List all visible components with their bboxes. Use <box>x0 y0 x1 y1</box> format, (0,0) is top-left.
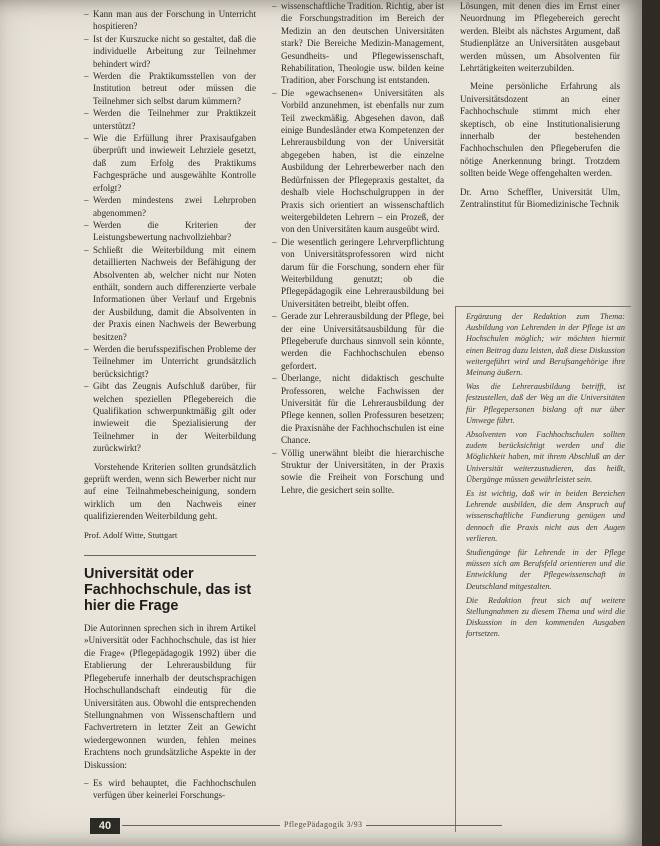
list-item: – Wie die Erfüllung ihrer Praxisaufgaben überprüft und inwieweit Lehrziele gesetzt, daß zum Erfolg des Praktikums Fachgespräche und ausgewählte Kontrolle erfolgt? <box>84 132 256 194</box>
list-item: – Es wird behauptet, die Fachhochschulen verfügen über keinerlei Forschungs- <box>84 777 256 802</box>
editorial-note-paragraph: Studiengänge für Lehrende in der Pflege müssen sich am Berufsfeld orientieren und die Entwicklung der Pflegewissenschaft in Deutschland mitgestalten. <box>466 548 625 591</box>
list-item: – Ist der Kurszucke nicht so gestaltet, daß die individuelle Arbeitung zur Teilnehmer behindert wird? <box>84 33 256 70</box>
right-paragraph-2: Meine persönliche Erfahrung als Universitätsdozent an einer Fachhochschule stimmt mich eher skeptisch, ob eine Institutionalisierung innerhalb der bestehenden Fachhochschulen den Pflegeberufen die nötige Anerkennung bringt. Trotzdem sollten beide Wege offengehalten werden. <box>460 81 620 179</box>
list-item: – Gibt das Zeugnis Aufschluß darüber, für welchen speziellen Pflegebereich die Qualifikation schwerpunktmäßig gilt oder inwieweit die Spezialisierung der Teilnehmer in der Weiterbildung zurückwirkt? <box>84 380 256 454</box>
author-credit: Prof. Adolf Witte, Stuttgart <box>84 529 178 540</box>
article-intro: Die Autorinnen sprechen sich in ihrem Artikel »Universität oder Fachhochschule, das ist hier die Frage« (Pflegepädagogik 1992) über die Etablierung der Lehrerausbildung für Pflegeberufe innerhalb der deutschsprachigen Hochschullandschaft eindeutig für die Universitäten aus. Obwohl die entsprechenden Stellungnahmen von Wissenschaftlern und Fachvertretern in letzter Zeit an Gewicht wiedergewonnen wurden, fehlen meines Erachtens noch grundsätzliche Aspekte in der Diskussion: <box>84 623 256 770</box>
criteria-list <box>84 8 256 455</box>
list-item: – Gerade zur Lehrerausbildung der Pflege, bei der eine Universitätsausbildung für die Pflegeberufe durchaus sinnvoll sein könnte, werden die Fachhochschulen ebenso gefordert. <box>272 310 444 372</box>
list-item: – Werden die berufsspezifischen Probleme der Teilnehmer im Unterricht grundsätzlich berücksichtigt? <box>84 343 256 380</box>
list-item: – Kann man aus der Forschung in Unterricht hospitieren? <box>84 8 256 33</box>
column-right <box>460 0 620 217</box>
author-credit-2: Dr. Arno Scheffler, Universität Ulm, Zentralinstitut für Biomedizinische Technik <box>460 186 620 210</box>
section-divider <box>84 555 256 556</box>
editorial-note-paragraph: Absolventen von Fachhochschulen sollten zudem berücksichtigt werden und die Möglichkeit haben, mit ihrem Abschluß an der Universität weiterzustudieren, das heißt, Übergänge müssen gewährleistet sein. <box>466 430 625 484</box>
editorial-note-box <box>455 306 631 832</box>
list-item: – Überlange, nicht didaktisch geschulte Professoren, welche Fachwissen der Universität für die Lehrerausbildung der Pflege kennen, sollen Professuren besetzen; die Praxisnähe der Fachhochschulen ist eine Chance. <box>272 372 444 446</box>
list-item: – Völlig unerwähnt bleibt die hierarchische Struktur der Universitäten, in der Praxis sowie die Freiheit von Forschung und Lehre, die gesichert sein sollte. <box>272 447 444 497</box>
right-paragraph-1: Lösungen, mit denen dies im Ernst einer Neuordnung im Pflegebereich gerecht werden. Bleibt als nächstes Argument, daß Studienplätze an Universitäten ausgebaut werden müssen, um Absolventen für Lehrtätigkeiten weiterzubilden. <box>460 1 620 74</box>
list-item: – Schließt die Weiterbildung mit einem detaillierten Nachweis der Befähigung der Absolventen ab, welcher nicht nur Noten enthält, sondern auch differenzierte verbale Informationen über Verlauf und Ergebnis der Ausbildung, damit die Absolventen in der Praxis einen Nachweis der Bewerbung besitzen? <box>84 244 256 343</box>
list-item: – Werden die Kriterien der Leistungsbewertung nachvollziehbar? <box>84 219 256 244</box>
page-footer <box>90 818 510 834</box>
column-left <box>84 8 256 802</box>
list-item: – Die »gewachsenen« Universitäten als Vorbild anzunehmen, ist ebenfalls nur zum Teil zweckmäßig. Abgesehen davon, daß einige Bundesländer etwa Kompetenzen der Lehrerausbildung von der Universität abgegeben haben, ist die einzelne Ausbildung der Lehrerbewerber nach den Bedürfnissen der Pflegepraxis gestaltet, da deshalb viele Hochschulgruppen in der Praxis sich orientiert an wissenschaftlich weitergebildeten Lehrern – ein Prozeß, der von den Universitäten kaum ausgeübt wird. <box>272 87 444 236</box>
journal-name: PflegePädagogik 3/93 <box>280 820 366 829</box>
editorial-note-paragraph: Ergänzung der Redaktion zum Thema: Ausbildung von Lehrenden in der Pflege ist an Hochschulen möglich; wir möchten hiermit einen Beitrag dazu leisten, daß diese Diskussion weitergeführt wird und Berufsangehörige ihre Meinung äußern. <box>466 312 625 378</box>
editorial-note-paragraph: Es ist wichtig, daß wir in beiden Bereichen Lehrende ausbilden, die dem Anspruch auf wissenschaftliche Fundierung genügen und dennoch die Praxis nicht aus den Augen verlieren. <box>466 489 625 543</box>
list-item: – Werden die Teilnehmer zur Praktikzeit unterstützt? <box>84 107 256 132</box>
list-item: – Werden mindestens zwei Lehrproben abgenommen? <box>84 194 256 219</box>
closing-paragraph: Vorstehende Kriterien sollten grundsätzlich geprüft werden, wenn sich Bewerber nicht nur auf eine Teilnahmebescheinigung, sondern wirklich um den Nachweis einer qualifizierenden Weiterbildung geht. <box>84 461 256 522</box>
list-item: – Werden die Praktikumsstellen von der Institution betreut oder müssen die Teilnehmer sich selbst darum kümmern? <box>84 70 256 107</box>
list-item: – Die wesentlich geringere Lehrverpflichtung von Universitätsprofessoren wird nicht darum für die Forschung, sondern eher für Weiterbildung genutzt; ob die Pflegepädagogik eine Lehrerausbildung bei Universitäten betreibt, bleibt offen. <box>272 236 444 310</box>
argument-list-continued <box>272 0 444 496</box>
argument-list <box>84 777 256 802</box>
editorial-note-paragraph: Was die Lehrerausbildung betrifft, ist festzustellen, daß der Weg an die Universitäten für Pflegepersonen bislang oft nur über Umwege führt. <box>466 382 625 425</box>
article-heading: Universität oder Fachhochschule, das ist hier die Frage <box>84 566 252 615</box>
column-middle <box>272 0 444 496</box>
editorial-note-paragraph: Die Redaktion freut sich auf weitere Stellungnahmen zu diesem Thema und wird die Diskussion in den kommenden Ausgaben fortsetzen. <box>466 595 625 639</box>
page-number: 40 <box>90 818 120 834</box>
list-item: – wissenschaftliche Tradition. Richtig, aber ist die Forschungstradition im Bereich der Medizin an den deutschen Universitäten stark? Die Bereiche Medizin-Management, Gesundheits- und Pflegewissenschaft, Rehabilitation, Theologie usw. bilden keine Tradition, aber Forschung ist entstanden. <box>272 0 444 87</box>
